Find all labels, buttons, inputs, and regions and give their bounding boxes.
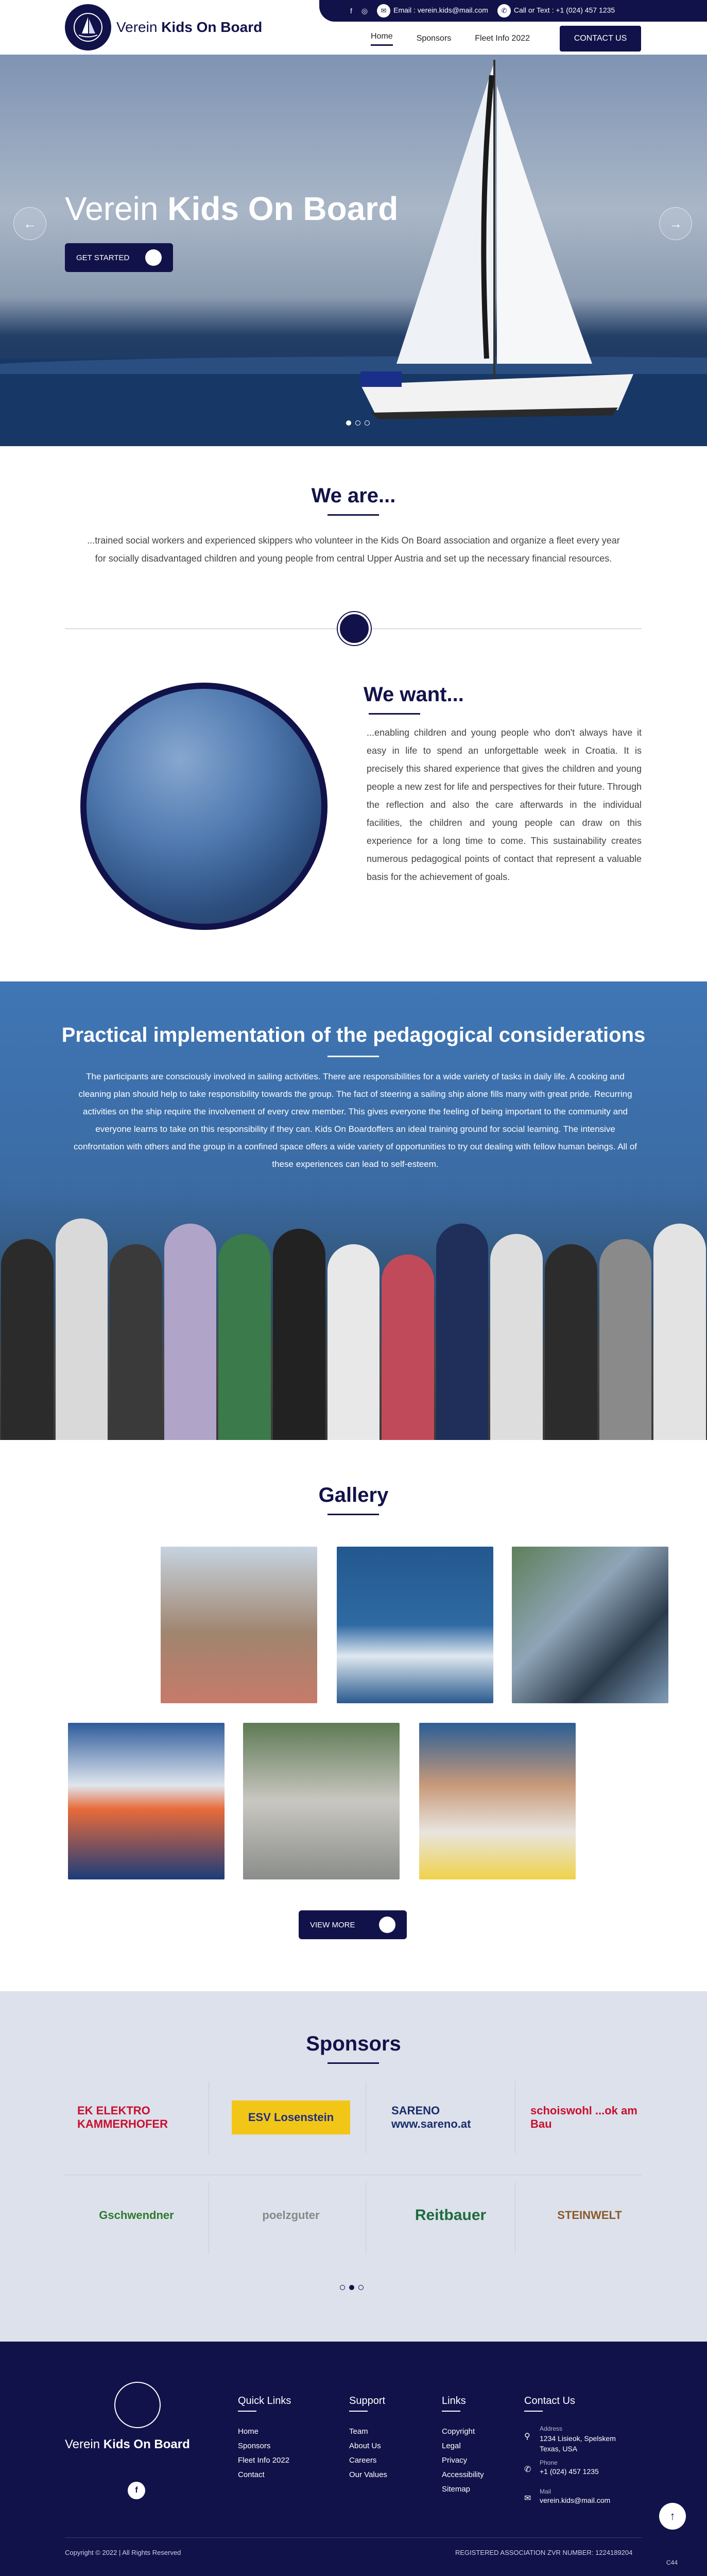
practical-text: The participants are consciously involved in sailing activities. There are responsibilities for a wide variety of tasks in daily life. A cooking and cleaning plan should help to take responsibility towards the group. The fact of steering a sailing ship alone fills many with great pride. Recurring activities on the ship require the involvement of every crew member. This gives everyone the feeling of being important to the community and everyone learns to take on this responsibility if they can. Kids On Boardoffers an ideal training ground for social learning. The intensive confrontation with others and the group in a confined space offers a wide variety of opportunities to try out dealing with fellow human beings. All of these experiences can lead to self-esteem. [73,1072,637,1169]
site-logo[interactable] [65,4,262,50]
title-underline [369,713,420,715]
location-icon: ⚲ [524,2432,530,2441]
contact-us-button[interactable]: CONTACT US [560,26,641,52]
gallery-image[interactable] [161,1547,317,1703]
scroll-to-top-button[interactable]: ↑ [659,2503,686,2530]
address-value: 1234 Lisieok, Spelskem Texas, USA [540,2434,616,2453]
footer-link[interactable]: Contact [238,2470,265,2479]
hero-slider [0,55,707,446]
links-title: Links [442,2395,466,2406]
sponsors-section [0,1991,707,2342]
facebook-icon[interactable]: f [350,7,352,15]
view-more-button[interactable]: VIEW MORE [299,1910,407,1939]
sailboat-logo-icon [65,4,111,50]
phone-icon: ✆ [524,2465,531,2474]
slider-next-arrow[interactable]: → [659,207,692,240]
slider-dot[interactable] [358,2285,364,2290]
footer-brand: Verein Kids On Board [65,2437,190,2451]
footer-link[interactable]: Legal [442,2442,461,2450]
slider-dot[interactable] [340,2285,345,2290]
footer-link[interactable]: Privacy [442,2456,468,2465]
sailboat-divider-icon [338,612,371,645]
footer-link[interactable]: Home [238,2427,259,2436]
brand-name: Verein Kids On Board [116,19,263,35]
registration-number: REGISTERED ASSOCIATION ZVR NUMBER: 1224189204 [455,2549,633,2556]
sponsor-logo[interactable]: EK ELEKTRO KAMMERHOFER [77,2104,168,2130]
phone-label: Phone [540,2459,558,2466]
quick-links-title: Quick Links [238,2395,291,2406]
slider-dot[interactable] [346,420,351,426]
slider-dot[interactable] [365,420,370,426]
gallery-image[interactable] [337,1547,493,1703]
sponsor-logo[interactable]: Reitbauer [415,2207,487,2224]
title-underline [327,514,379,516]
sponsor-logo[interactable]: Gschwendner [99,2209,174,2222]
gallery-image[interactable] [243,1723,400,1879]
top-phone[interactable]: ✆ Call or Text : +1 (024) 457 1235 [497,4,615,18]
mail-icon: ✉ [377,4,390,18]
footer-divider [65,2537,642,2538]
we-want-text: ...enabling children and young people who don't always have it easy in life to spend an unforgettable week in Croatia. It is precisely this shared experience that gives the children and young people a new zest for life and perspectives for their future. Through the reflection and also the care afterwards in the individual facilities, the children and young people can draw on this experience for a long time to come. This sustainability creates numerous pedagogical points of contact that represent a valuable basis for the achievement of goals. [367,727,642,882]
facebook-icon[interactable]: f [128,2482,145,2499]
footer-logo-icon [114,2382,161,2428]
footer-link[interactable]: Fleet Info 2022 [238,2456,290,2465]
footer [0,2342,707,2576]
version-badge: C44 [666,2559,678,2566]
nav-fleet-info[interactable]: Fleet Info 2022 [475,34,530,43]
sponsors-title: Sponsors [306,2032,401,2055]
title-underline [349,2411,368,2412]
address-label: Address [540,2425,563,2432]
title-underline [524,2411,543,2412]
top-bar [319,0,707,22]
sponsor-logo[interactable]: schoiswohl ...ok am Bau [530,2104,637,2130]
support-title: Support [349,2395,386,2406]
sponsor-logo[interactable]: STEINWELT [557,2209,622,2222]
sponsor-logo[interactable]: poelzguter [262,2209,320,2222]
footer-link[interactable]: Our Values [349,2470,387,2479]
mail-value[interactable]: verein.kids@mail.com [540,2496,611,2504]
footer-link[interactable]: Team [349,2427,368,2436]
sponsor-logo[interactable]: SARENO www.sareno.at [391,2104,471,2130]
header [0,0,707,55]
title-underline [327,1056,379,1057]
footer-link[interactable]: Copyright [442,2427,475,2436]
gallery-image[interactable] [68,1723,225,1879]
we-want-title: We want... [364,683,464,706]
contact-title: Contact Us [524,2395,575,2406]
footer-link[interactable]: Careers [349,2456,377,2465]
main-nav [371,27,530,50]
gallery-image[interactable] [419,1723,576,1879]
copyright: Copyright © 2022 | All Rights Reserved [65,2549,181,2556]
nav-home[interactable]: Home [371,32,393,46]
slider-prev-arrow[interactable]: ← [13,207,46,240]
get-started-button[interactable]: GET STARTED [65,243,173,272]
phone-icon: ✆ [497,4,511,18]
slider-dot[interactable] [355,420,360,426]
top-email[interactable]: ✉ Email : verein.kids@mail.com [377,4,488,18]
sponsor-dots [340,2285,364,2290]
mail-label: Mail [540,2488,551,2495]
phone-value[interactable]: +1 (024) 457 1235 [540,2467,599,2476]
group-photo [0,1203,707,1440]
we-are-text: ...trained social workers and experienced skippers who volunteer in the Kids On Board association and organize a fleet every year for socially disadvantaged children and young people from central Upper Austria and set up the necessary financial resources. [87,535,620,564]
footer-link[interactable]: Accessibility [442,2470,484,2479]
instagram-icon[interactable]: ◎ [361,6,368,15]
nav-sponsors[interactable]: Sponsors [416,34,452,43]
gallery-title: Gallery [318,1484,389,1506]
title-underline [238,2411,256,2412]
footer-link[interactable]: Sponsors [238,2442,271,2450]
hero-title: Verein Kids On Board [65,190,399,227]
sailboat-icon [145,249,162,266]
footer-link[interactable]: Sitemap [442,2485,471,2494]
mail-icon: ✉ [524,2494,531,2503]
sailboat-icon [379,1917,395,1933]
slider-dots [346,420,370,426]
title-underline [442,2411,460,2412]
gallery-image[interactable] [512,1547,668,1703]
we-are-title: We are... [311,484,396,507]
practical-section [0,981,707,1440]
title-underline [327,1514,379,1515]
sponsor-logo[interactable]: ESV Losenstein [232,2100,350,2134]
slider-dot[interactable] [349,2285,354,2290]
title-underline [327,2062,379,2064]
practical-title: Practical implementation of the pedagogical considerations [61,1024,646,1046]
boy-steering-photo [80,683,327,930]
footer-link[interactable]: About Us [349,2442,381,2450]
